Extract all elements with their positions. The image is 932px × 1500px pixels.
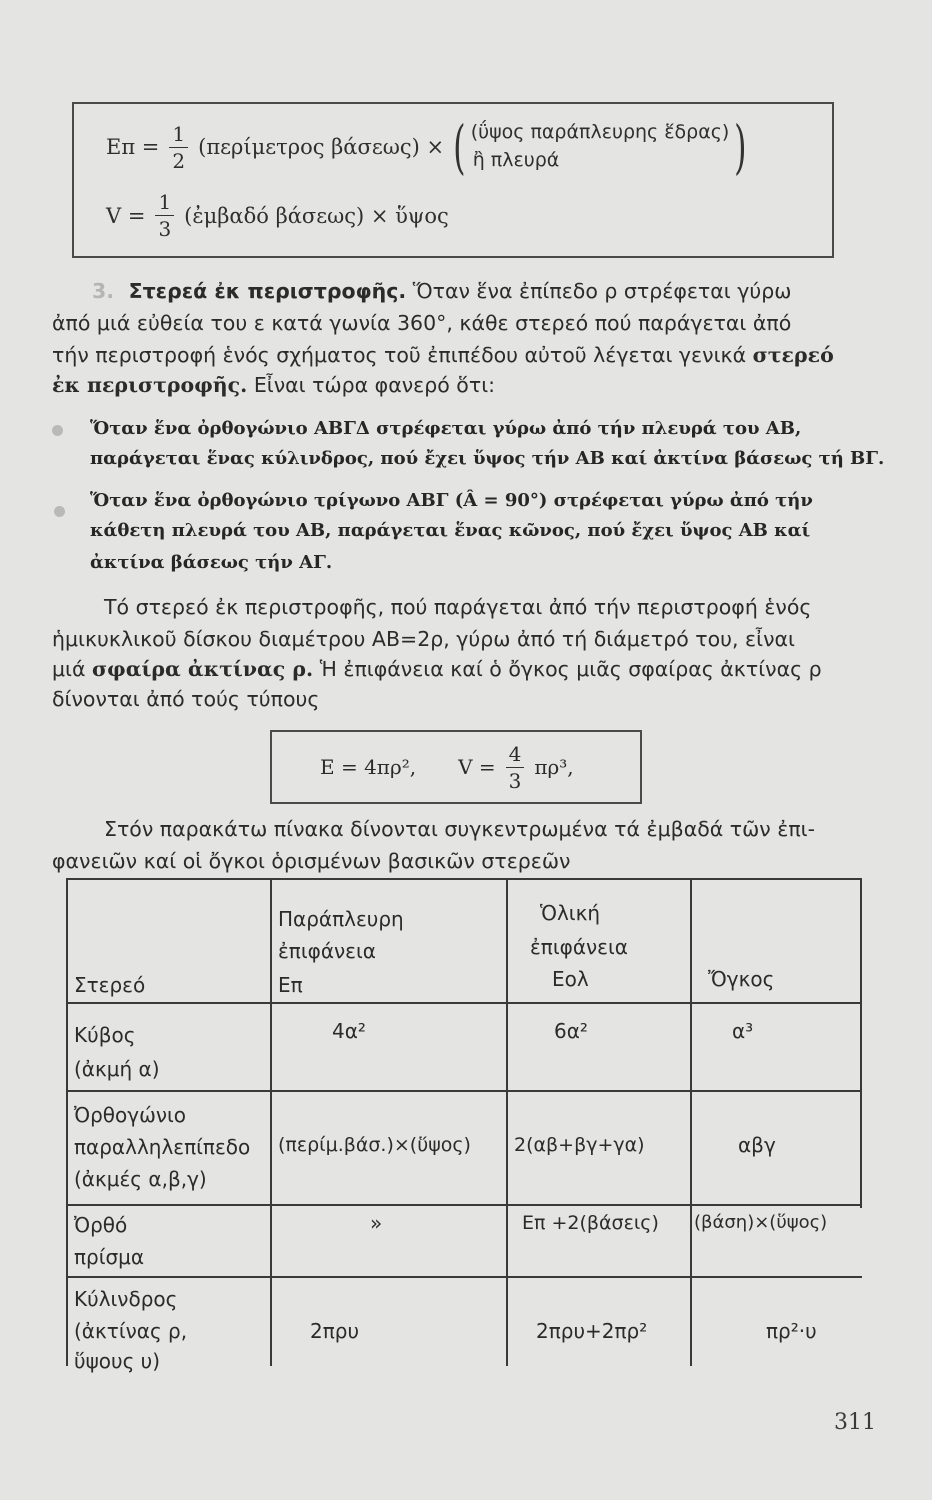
header-lateral-3: Eπ: [278, 973, 303, 997]
header-volume: Ὄγκος: [708, 967, 775, 991]
fraction-one-third: [155, 192, 174, 239]
section-text-line3: [52, 340, 862, 370]
table-row-divider: [68, 1090, 862, 1092]
section-text-line1: Ὅταν ἕνα ἐπίπεδο ρ στρέφεται γύρω: [412, 279, 792, 303]
row-cube-volume: α³: [732, 1019, 754, 1043]
fraction-numerator: 1: [155, 192, 174, 216]
bullet-icon: [54, 506, 65, 517]
height-option-2: ἢ πλευρά: [472, 149, 560, 171]
section-title: Στερεά ἐκ περιστροφῆς.: [128, 279, 407, 303]
row-box-total: 2(αβ+βγ+γα): [514, 1134, 645, 1156]
fraction-numerator: 1: [169, 124, 188, 148]
sphere-text-line4: δίνονται ἀπό τούς τύπους: [52, 687, 320, 711]
table-col-divider: [860, 880, 862, 1208]
section-text-line4-bold: ἐκ περιστροφῆς.: [52, 373, 248, 397]
row-cube-solid-2: (ἀκμή α): [74, 1057, 160, 1081]
header-solid: Στερεό: [74, 973, 146, 997]
header-total-1: Ὁλική: [540, 901, 601, 925]
row-cube-lateral: 4α²: [332, 1019, 366, 1043]
formula-box-sphere: [270, 730, 642, 804]
row-box-solid-3: (ἀκμές α,β,γ): [74, 1167, 207, 1191]
sphere-surface-formula: E = 4πρ²,: [320, 755, 417, 779]
lateral-area-formula: [106, 113, 752, 181]
sphere-volume-rhs: πρ³,: [534, 755, 574, 779]
sphere-text-line3-c: Ἡ ἐπιφάνεια καί ὁ ὄγκος μιᾶς σφαίρας ἀκτίνας ρ: [319, 657, 822, 681]
volume-lhs: V =: [106, 203, 146, 228]
table-intro-line2: φανειῶν καί οἱ ὄγκοι ὁρισμένων βασικῶν στερεῶν: [52, 849, 571, 873]
page-number: 311: [834, 1410, 876, 1435]
table-row-divider: [68, 1276, 862, 1278]
row-box-solid-1: Ὀρθογώνιο: [74, 1103, 187, 1127]
section-heading-line: [52, 276, 862, 306]
fraction-denominator: 3: [508, 768, 522, 793]
row-cylinder-total: 2πρυ+2πρ²: [536, 1319, 648, 1343]
sphere-volume-lhs: V =: [458, 755, 496, 779]
row-cylinder-lateral: 2πρυ: [310, 1319, 360, 1343]
row-cube-solid-1: Κύβος: [74, 1023, 136, 1047]
fraction-numerator: 4: [506, 744, 525, 768]
sphere-text-line3-bold: σφαίρα ἀκτίνας ρ.: [92, 657, 314, 681]
header-total-2: ἐπιφάνεια: [530, 935, 628, 959]
header-total-3: Εολ: [552, 967, 589, 991]
row-box-solid-2: παραλληλεπίπεδο: [74, 1135, 251, 1159]
table-col-divider: [270, 880, 272, 1366]
fraction-four-thirds: [506, 741, 525, 793]
row-cylinder-volume: πρ²·υ: [766, 1319, 817, 1343]
section-text-line3-a: τήν περιστροφή ἑνός σχήματος τοῦ ἐπιπέδου αὐτοῦ λέγεται γενικά: [52, 343, 747, 367]
row-cylinder-solid-1: Κύλινδρος: [74, 1287, 178, 1311]
row-prism-solid-1: Ὀρθό: [74, 1213, 128, 1237]
lateral-lhs: Eπ =: [106, 135, 160, 159]
row-prism-solid-2: πρίσμα: [74, 1245, 145, 1269]
section-text-line2: ἀπό μιά εὐθεία του ε κατά γωνία 360°, κάθε στερεό πού παράγεται ἀπό: [52, 311, 792, 335]
row-prism-total: Eπ +2(βάσεις): [522, 1212, 659, 1234]
table-col-divider: [690, 880, 692, 1366]
row-cube-total: 6α²: [554, 1019, 588, 1043]
section-text-line4: [52, 370, 862, 400]
fraction-denominator: 2: [172, 148, 186, 173]
height-alternatives: [471, 119, 730, 174]
table-row-divider: [68, 1002, 862, 1004]
right-paren: ): [734, 113, 747, 181]
section-text-line4-rest: Εἶναι τώρα φανερό ὅτι:: [253, 373, 496, 397]
table-col-divider: [506, 880, 508, 1366]
row-cylinder-solid-3: ὕψους υ): [74, 1349, 161, 1373]
row-box-volume: αβγ: [738, 1133, 776, 1157]
bullet1-line2: παράγεται ἕνας κύλινδρος, πού ἔχει ὕψος τήν ΑΒ καί ἀκτίνα βάσεως τή ΒΓ.: [90, 448, 885, 469]
height-option-1: (ΰψος παράπλευρης ἕδρας): [470, 121, 730, 144]
sphere-text-line1: Τό στερεό ἐκ περιστροφῆς, πού παράγεται ἀπό τήν περιστροφή ἑνός: [104, 595, 812, 619]
bullet-icon: [52, 425, 63, 436]
bullet1-line1: Ὅταν ἕνα ὀρθογώνιο ΑΒΓΔ στρέφεται γύρω ἀπό τήν πλευρά του ΑΒ,: [90, 418, 802, 439]
sphere-text-line3-a: μιά: [52, 657, 86, 681]
formula-box-pyramid: [72, 102, 834, 258]
fraction-one-half: [169, 121, 188, 173]
section-text-line3-bold: στερεό: [752, 343, 834, 367]
row-box-lateral: (περίμ.βάσ.)×(ὕψος): [278, 1134, 471, 1156]
sphere-text-line3: [52, 654, 862, 684]
volume-rhs: (ἐμβαδό βάσεως) × ὕψος: [184, 203, 449, 228]
bullet2-line3: ἀκτίνα βάσεως τήν ΑΓ.: [90, 552, 333, 573]
volume-formula: [106, 192, 449, 239]
row-prism-volume: (βάση)×(ὕψος): [694, 1212, 828, 1233]
row-cylinder-solid-2: (ἀκτίνας ρ,: [74, 1319, 188, 1343]
row-prism-lateral: »: [370, 1211, 383, 1235]
fraction-denominator: 3: [158, 217, 172, 241]
sphere-text-line2: ἡμικυκλικοῦ δίσκου διαμέτρου ΑΒ=2ρ, γύρω ἀπό τή διάμετρό του, εἶναι: [52, 627, 795, 651]
section-number: 3.: [92, 279, 115, 303]
bullet2-line1: Ὅταν ἕνα ὀρθογώνιο τρίγωνο ΑΒΓ (Â = 90°) στρέφεται γύρω ἀπό τήν: [90, 490, 813, 511]
solids-table: [66, 878, 862, 1373]
header-lateral-1: Παράπλευρη: [278, 907, 404, 931]
header-lateral-2: ἐπιφάνεια: [278, 939, 376, 963]
table-intro-line1: Στόν παρακάτω πίνακα δίνονται συγκεντρωμένα τά ἐμβαδά τῶν ἐπι-: [104, 817, 816, 841]
lateral-perimeter: (περίμετρος βάσεως) ×: [198, 135, 445, 159]
table-row-divider: [68, 1204, 862, 1206]
bullet2-line2: κάθετη πλευρά του ΑΒ, παράγεται ἕνας κῶνος, πού ἔχει ὕψος ΑΒ καί: [90, 520, 811, 541]
left-paren: (: [453, 113, 466, 181]
